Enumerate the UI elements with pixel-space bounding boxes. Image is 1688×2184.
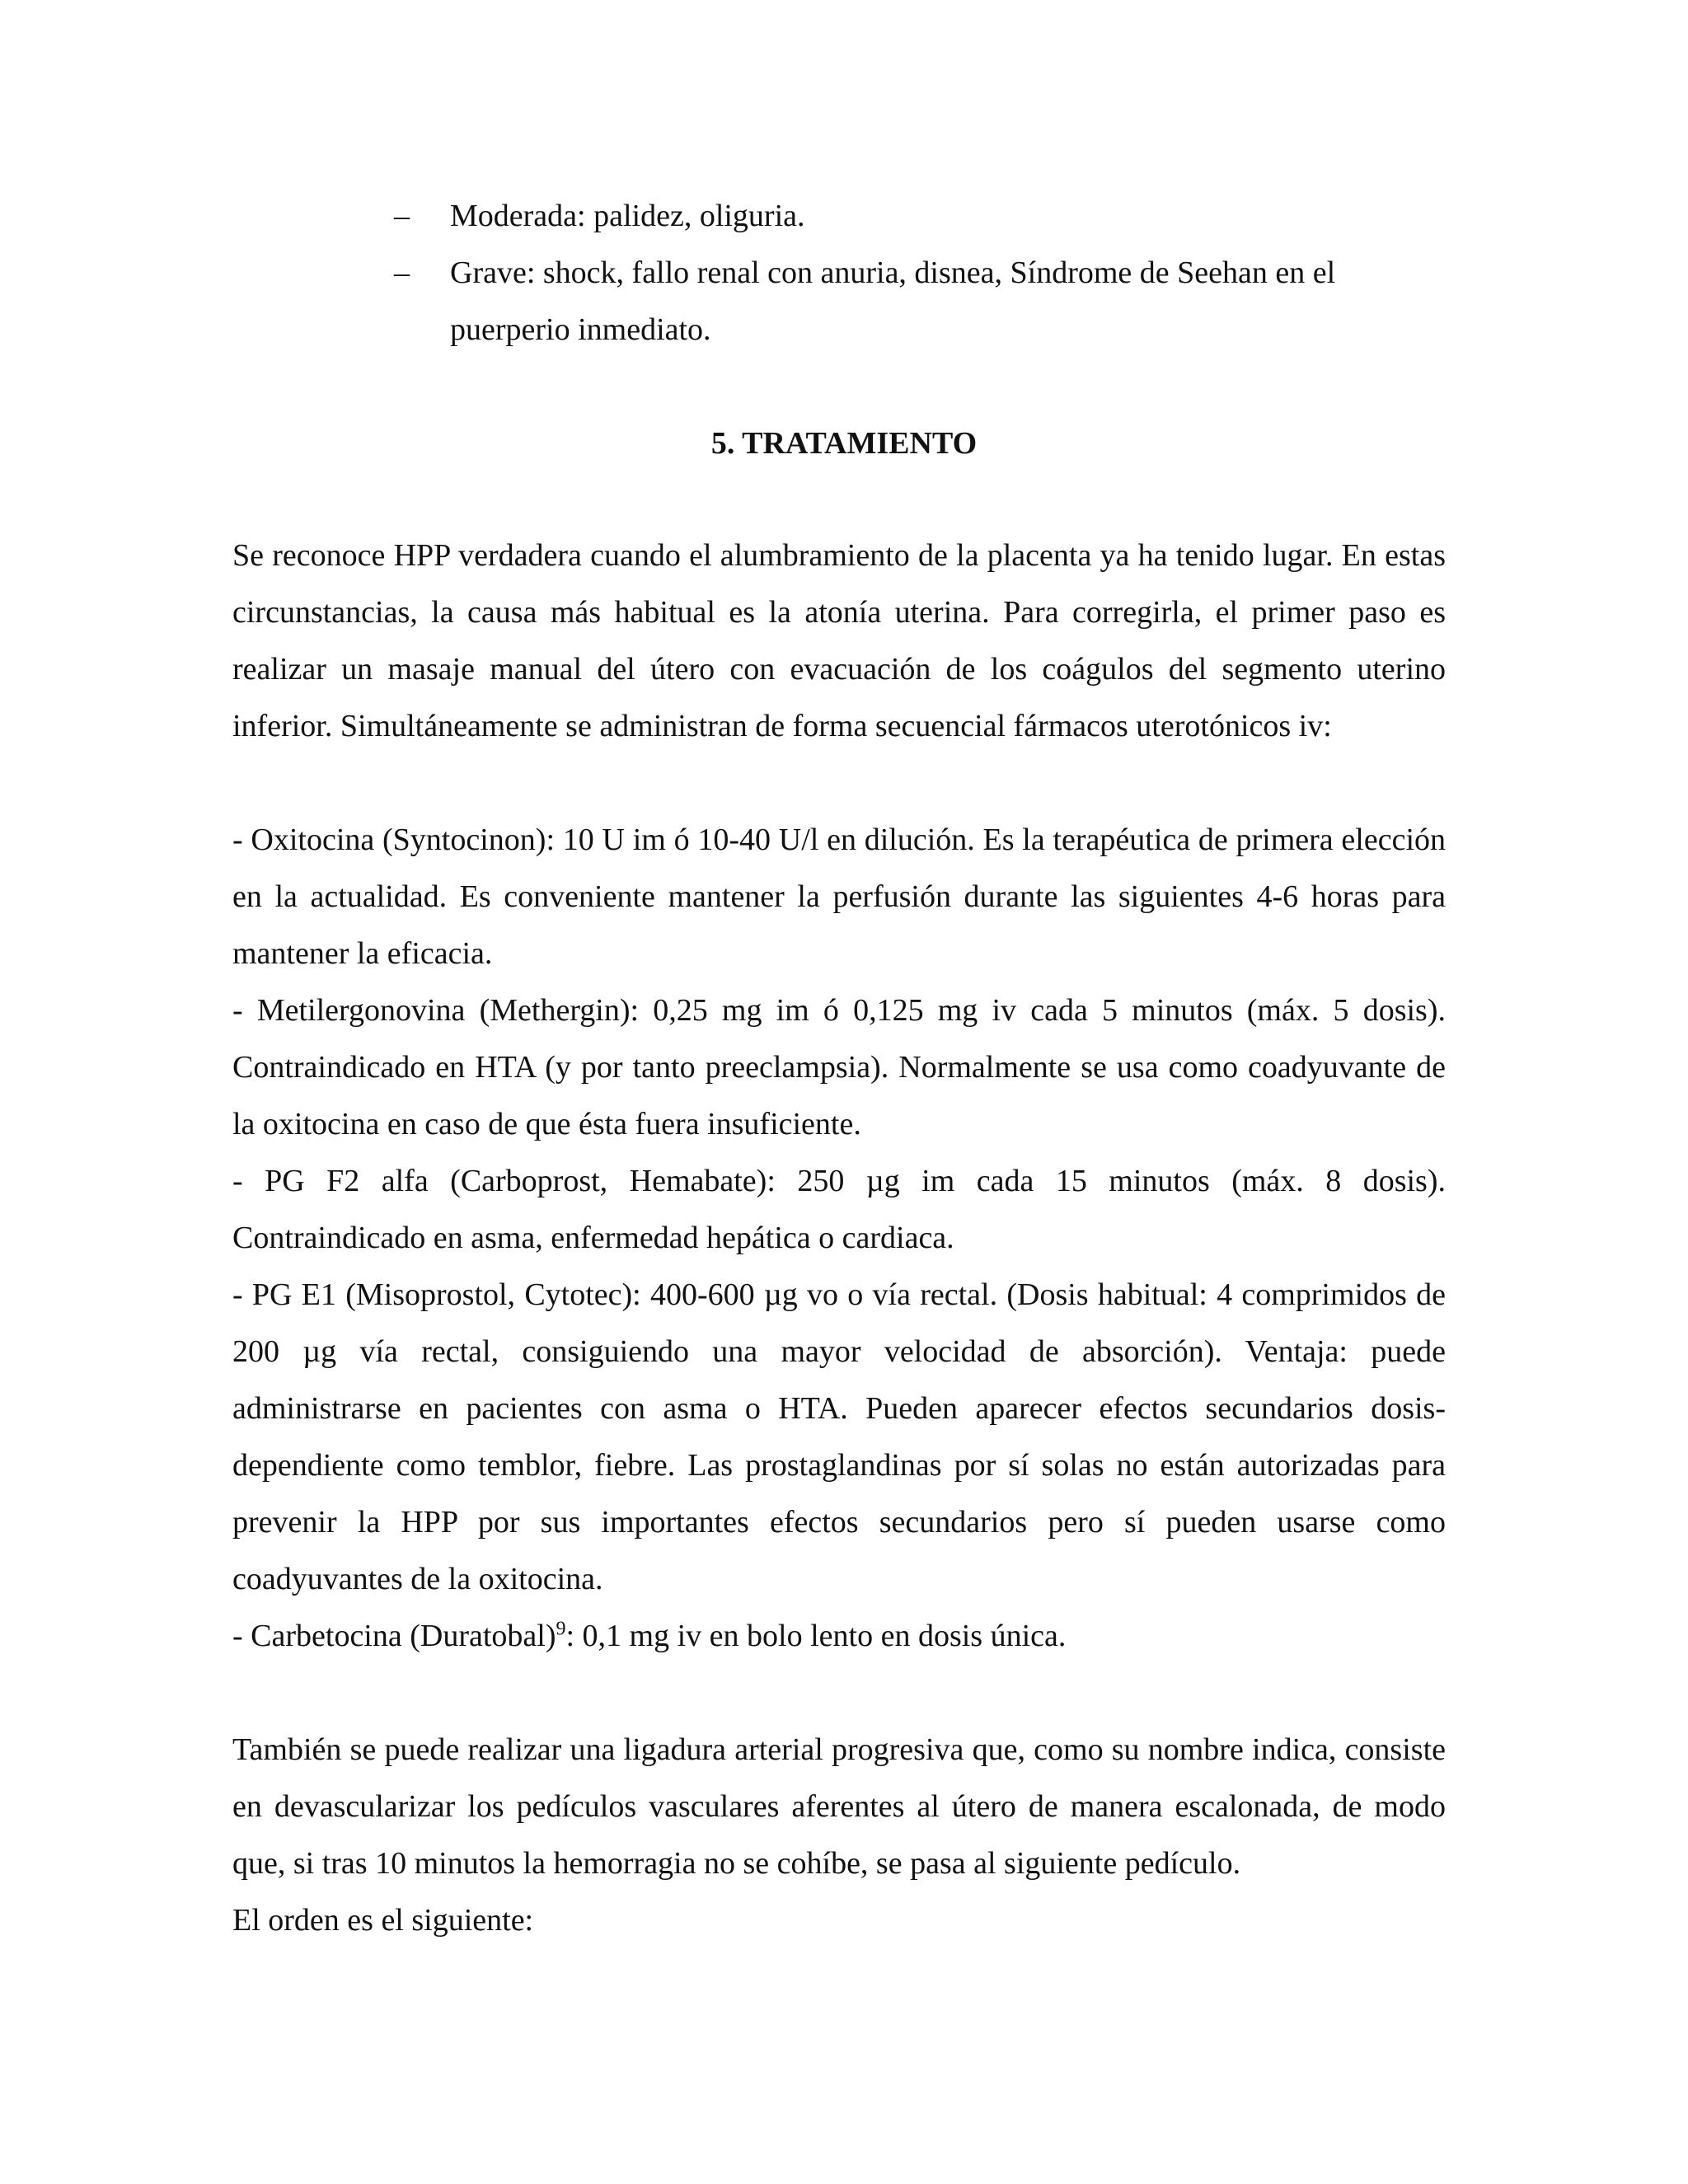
drug-carbetocina — [232, 1608, 1446, 1665]
drug-oxitocina: - Oxitocina (Syntocinon): 10 U im ó 10-40 U/l en dilución. Es la terapéutica de primera elección en la actualidad. Es conveniente mantener la perfusión durante las siguientes 4-6 horas para mantener la eficacia. — [232, 823, 1446, 971]
section-heading: 5. TRATAMIENTO — [710, 426, 978, 461]
symptom-list — [394, 188, 1393, 359]
list-marker: – — [394, 255, 410, 290]
drug-pg-e1: - PG E1 (Misoprostol, Cytotec): 400-600 µg vo o vía rectal. (Dosis habitual: 4 comprimidos de 200 µg vía rectal, consiguiendo una mayor velocidad de absorción). Ventaja: puede administrarse en pacientes con asma o HTA. Pueden aparecer efectos secundarios dosis-dependiente como temblor, fiebre. Las prostaglandinas por sí solas no están autorizadas para prevenir la HPP por sus importantes efectos secundarios pero sí pueden usarse como coadyuvantes de la oxitocina. — [232, 1277, 1446, 1596]
list-item-text: Moderada: palidez, oliguria. — [450, 199, 805, 233]
paragraph-gap — [232, 755, 1446, 812]
list-item — [394, 245, 1393, 359]
ligadura-paragraph: También se puede realizar una ligadura arterial progresiva que, como su nombre indica, consiste en devascularizar los pedículos vasculares aferentes al útero de manera escalonada, de modo que, si tras 10 minutos la hemorragia no se cohíbe, se pasa al siguiente pedículo. — [232, 1732, 1446, 1881]
section-body — [232, 527, 1446, 1949]
paragraph-gap — [232, 1665, 1446, 1722]
footnote-reference: 9 — [556, 1618, 566, 1640]
drug-metilergonovina: - Metilergonovina (Methergin): 0,25 mg im ó 0,125 mg iv cada 5 minutos (máx. 5 dosis). Contraindicado en HTA (y por tanto preeclampsia). Normalmente se usa como coadyuvante de la oxitocina en caso de que ésta fuera insuficiente. — [232, 993, 1446, 1141]
list-marker: – — [394, 199, 410, 233]
orden-line: El orden es el siguiente: — [232, 1903, 534, 1938]
list-item-text: Grave: shock, fallo renal con anuria, disnea, Síndrome de Seehan en el puerperio inmediato. — [450, 255, 1336, 347]
list-item — [394, 188, 1393, 245]
drug-pg-f2-alfa: - PG F2 alfa (Carboprost, Hemabate): 250 µg im cada 15 minutos (máx. 8 dosis). Contraindicado en asma, enfermedad hepática o cardiaca. — [232, 1164, 1446, 1255]
carbetocina-dose: : 0,1 mg iv en bolo lento en dosis única. — [565, 1619, 1067, 1653]
intro-paragraph: Se reconoce HPP verdadera cuando el alumbramiento de la placenta ya ha tenido lugar. En estas circunstancias, la causa más habitual es la atonía uterina. Para corregirla, el primer paso es realizar un masaje manual del útero con evacuación de los coágulos del segmento uterino inferior. Simultáneamente se administran de forma secuencial fármacos uterotónicos iv: — [232, 538, 1446, 743]
carbetocina-name: - Carbetocina (Duratobal) — [232, 1619, 556, 1653]
